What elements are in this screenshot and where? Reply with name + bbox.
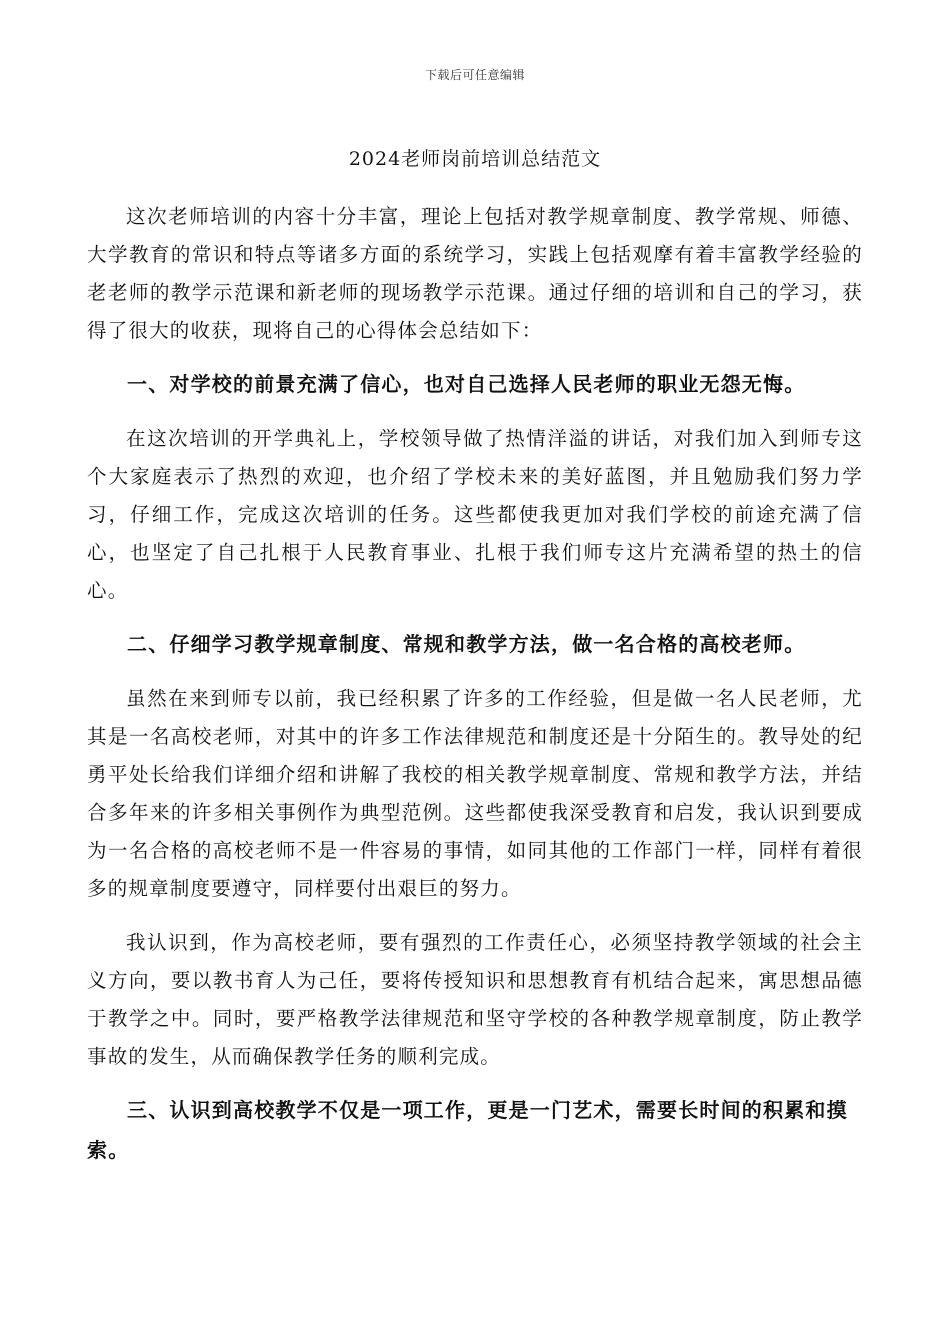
intro-paragraph: 这次老师培训的内容十分丰富，理论上包括对教学规章制度、教学常规、师德、大学教育的常识和特点等诸多方面的系统学习，实践上包括观摩有着丰富教学经验的老老师的教学示范课和新老师的现场教学示范课。通过仔细的培训和自己的学习，获得了很大的收获，现将自己的心得体会总结如下： [87, 205, 863, 342]
section-2-paragraph-1: 虽然在来到师专以前，我已经积累了许多的工作经验，但是做一名人民老师，尤其是一名高校老师，对其中的许多工作法律规范和制度还是十分陌生的。教导处的纪勇平处长给我们详细介绍和讲解了我校的相关教学规章制度、常规和教学方法，并结合多年来的许多相关事例作为典型范例。这些都使我深受教育和启发，我认识到要成为一名合格的高校老师不是一件容易的事情，如同其他的工作部门一样，同样有着很多的规章制度要遵守，同样要付出艰巨的努力。 [87, 687, 863, 900]
section-heading-3: 三、认识到高校教学不仅是一项工作，更是一门艺术，需要长时间的积累和摸索。 [87, 1098, 848, 1162]
header-note: 下载后可任意编辑 [424, 68, 525, 82]
section-2-paragraph-2: 我认识到，作为高校老师，要有强烈的工作责任心，必须坚持教学领域的社会主义方向，要以教书育人为己任，要将传授知识和思想教育有机结合起来，寓思想品德于教学之中。同时，要严格教学法律规范和坚守学校的各种教学规章制度，防止教学事故的发生，从而确保教学任务的顺利完成。 [87, 931, 863, 1068]
page-title: 2024老师岗前培训总结范文 [348, 148, 602, 170]
section-heading-2: 二、仔细学习教学规章制度、常规和教学方法，做一名合格的高校老师。 [127, 632, 806, 656]
document-body [87, 198, 863, 1170]
section-1-paragraph-1: 在这次培训的开学典礼上，学校领导做了热情洋溢的讲话，对我们加入到师专这个大家庭表示了热烈的欢迎，也介绍了学校未来的美好蓝图，并且勉励我们努力学习，仔细工作，完成这次培训的任务。这些都使我更加对我们学校的前途充满了信心，也坚定了自己扎根于人民教育事业、扎根于我们师专这片充满希望的热土的信心。 [87, 427, 863, 602]
section-heading-1: 一、对学校的前景充满了信心，也对自己选择人民老师的职业无怨无悔。 [127, 372, 806, 396]
